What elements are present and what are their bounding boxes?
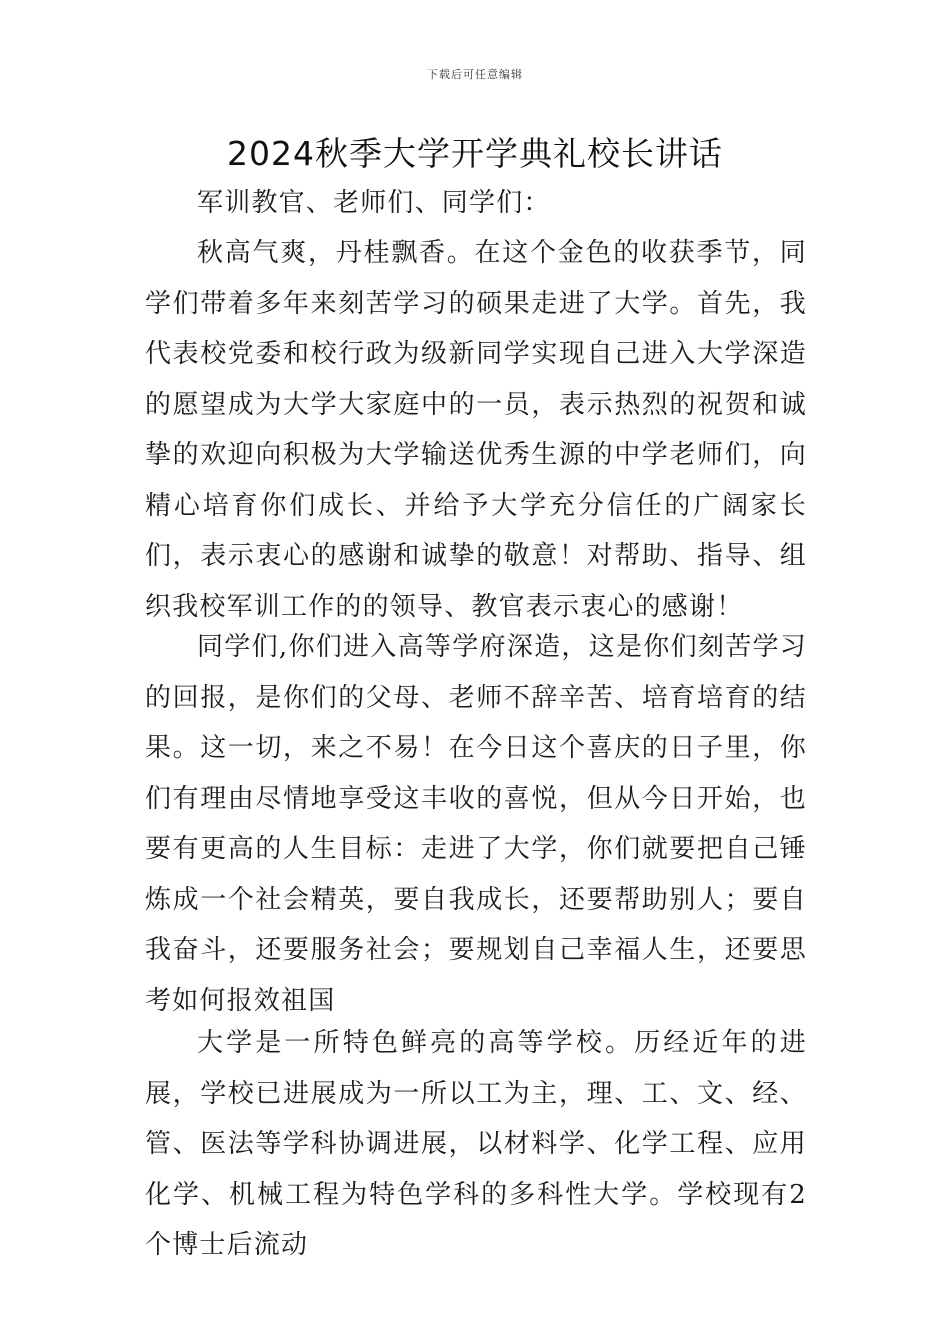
paragraph-2: 同学们,你们进入高等学府深造，这是你们刻苦学习的回报，是你们的父母、老师不辞辛苦、培育培育的结果。这一切，来之不易！在今日这个喜庆的日子里，你们有理由尽情地享受这丰收的喜悦，但从今日开始，也要有更高的人生目标：走进了大学，你们就要把自己锤炼成一个社会精英，要自我成长，还要帮助别人；要自我奋斗，还要服务社会；要规划自己幸福人生，还要思考如何报效祖国 <box>145 632 807 1016</box>
paragraph-1: 秋高气爽，丹桂飘香。在这个金色的收获季节，同学们带着多年来刻苦学习的硕果走进了大学。首先，我代表校党委和校行政为级新同学实现自己进入大学深造的愿望成为大学大家庭中的一员，表示热烈的祝贺和诚挚的欢迎向积极为大学输送优秀生源的中学老师们，向精心培育你们成长、并给予大学充分信任的广阔家长们，表示衷心的感谢和诚挚的敬意！对帮助、指导、组织我校军训工作的的领导、教官表示衷心的感谢！ <box>145 238 807 622</box>
download-note: 下载后可任意编辑 <box>427 68 523 81</box>
document-title: 2024秋季大学开学典礼校长讲话 <box>227 134 723 173</box>
paragraph-3: 大学是一所特色鲜亮的高等学校。历经近年的进展，学校已进展成为一所以工为主，理、工、文、经、管、医法等学科协调进展，以材料学、化学工程、应用化学、机械工程为特色学科的多科性大学。学校现有2个博士后流动 <box>145 1028 807 1260</box>
greeting-line: 军训教官、老师们、同学们： <box>197 188 551 218</box>
